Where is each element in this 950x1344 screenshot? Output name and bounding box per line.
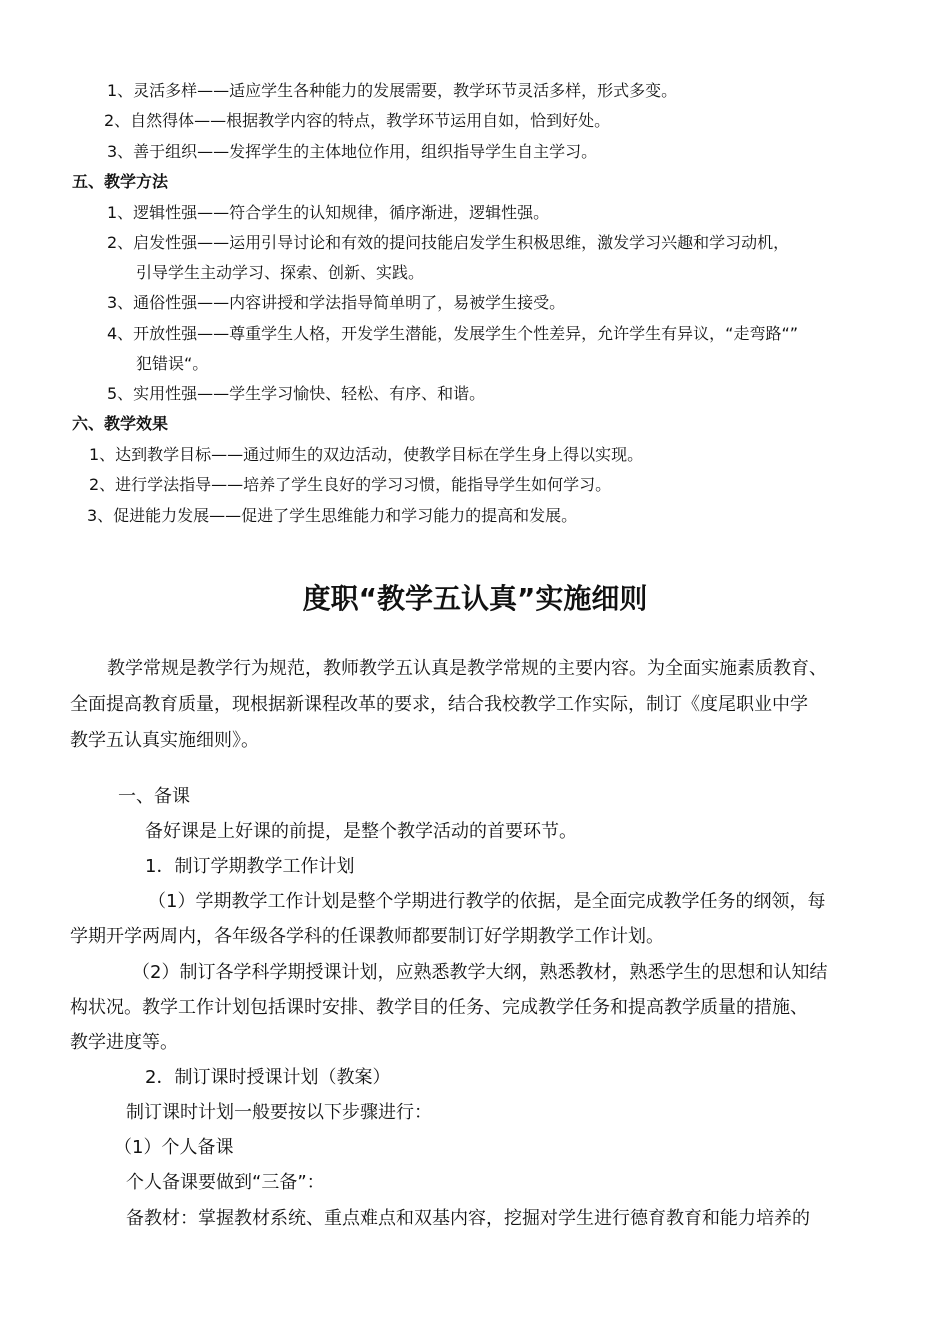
intro-line: 教学常规是教学行为规范，教师教学五认真是教学常规的主要内容。为全面实施素质教育、 bbox=[107, 658, 827, 679]
material-prep-line: 备教材：掌握教材系统、重点难点和双基内容，挖掘对学生进行德育教育和能力培养的 bbox=[126, 1208, 810, 1229]
beike-paragraph-line: 学期开学两周内，各年级各学科的任课教师都要制订好学期教学工作计划。 bbox=[70, 926, 664, 947]
section5-line: 2、启发性强——运用引导讨论和有效的提问技能启发学生积极思维，激发学习兴趣和学习动机， bbox=[107, 233, 790, 252]
document-title: 度职“教学五认真”实施细则 bbox=[302, 582, 648, 615]
section4-item-2: 2、自然得体——根据教学内容的特点，教学环节运用自如，恰到好处。 bbox=[104, 111, 611, 130]
beike-steps-intro: 制订课时计划一般要按以下步骤进行： bbox=[126, 1102, 432, 1123]
beike-lead: 备好课是上好课的前提，是整个教学活动的首要环节。 bbox=[145, 821, 577, 842]
personal-prep-heading: （1）个人备课 bbox=[114, 1137, 234, 1158]
section5-line: 引导学生主动学习、探索、创新、实践。 bbox=[136, 263, 425, 282]
beike-subheading-2: 2．制订课时授课计划（教案） bbox=[145, 1067, 391, 1088]
section6-line: 3、促进能力发展——促进了学生思维能力和学习能力的提高和发展。 bbox=[87, 506, 578, 525]
section4-item-1: 1、灵活多样——适应学生各种能力的发展需要，教学环节灵活多样，形式多变。 bbox=[107, 81, 678, 100]
section5-line: 3、通俗性强——内容讲授和学法指导简单明了，易被学生接受。 bbox=[107, 293, 566, 312]
section6-line: 1、达到教学目标——通过师生的双边活动，使教学目标在学生身上得以实现。 bbox=[89, 445, 644, 464]
section4-item-3: 3、善于组织——发挥学生的主体地位作用，组织指导学生自主学习。 bbox=[107, 142, 598, 161]
intro-line: 全面提高教育质量，现根据新课程改革的要求，结合我校教学工作实际，制订《度尾职业中学 bbox=[70, 694, 808, 715]
section6-line: 2、进行学法指导——培养了学生良好的学习习惯，能指导学生如何学习。 bbox=[89, 475, 612, 494]
beike-paragraph-line: 构状况。教学工作计划包括课时安排、教学目的任务、完成教学任务和提高教学质量的措施、 bbox=[70, 997, 808, 1018]
section5-heading: 五、教学方法 bbox=[72, 172, 169, 191]
section5-line: 5、实用性强——学生学习愉快、轻松、有序、和谐。 bbox=[107, 384, 486, 403]
section5-line: 1、逻辑性强——符合学生的认知规律，循序渐进，逻辑性强。 bbox=[107, 203, 550, 222]
intro-line: 教学五认真实施细则》。 bbox=[70, 730, 259, 751]
section5-line: 4、开放性强——尊重学生人格，开发学生潜能，发展学生个性差异，允许学生有异议，“走弯路“” bbox=[107, 324, 799, 343]
beike-paragraph-line: （2）制订各学科学期授课计划，应熟悉教学大纲，熟悉教材，熟悉学生的思想和认知结 bbox=[132, 962, 828, 983]
beike-heading: 一、备课 bbox=[118, 786, 190, 807]
section5-line: 犯错误“。 bbox=[136, 354, 209, 373]
beike-paragraph-line: （1）学期教学工作计划是整个学期进行教学的依据，是全面完成教学任务的纲领，每 bbox=[148, 891, 826, 912]
section6-heading: 六、教学效果 bbox=[72, 414, 169, 433]
beike-subheading-1: 1．制订学期教学工作计划 bbox=[145, 856, 355, 877]
personal-prep-intro: 个人备课要做到“三备”： bbox=[126, 1172, 325, 1193]
beike-paragraph-line: 教学进度等。 bbox=[70, 1032, 178, 1053]
